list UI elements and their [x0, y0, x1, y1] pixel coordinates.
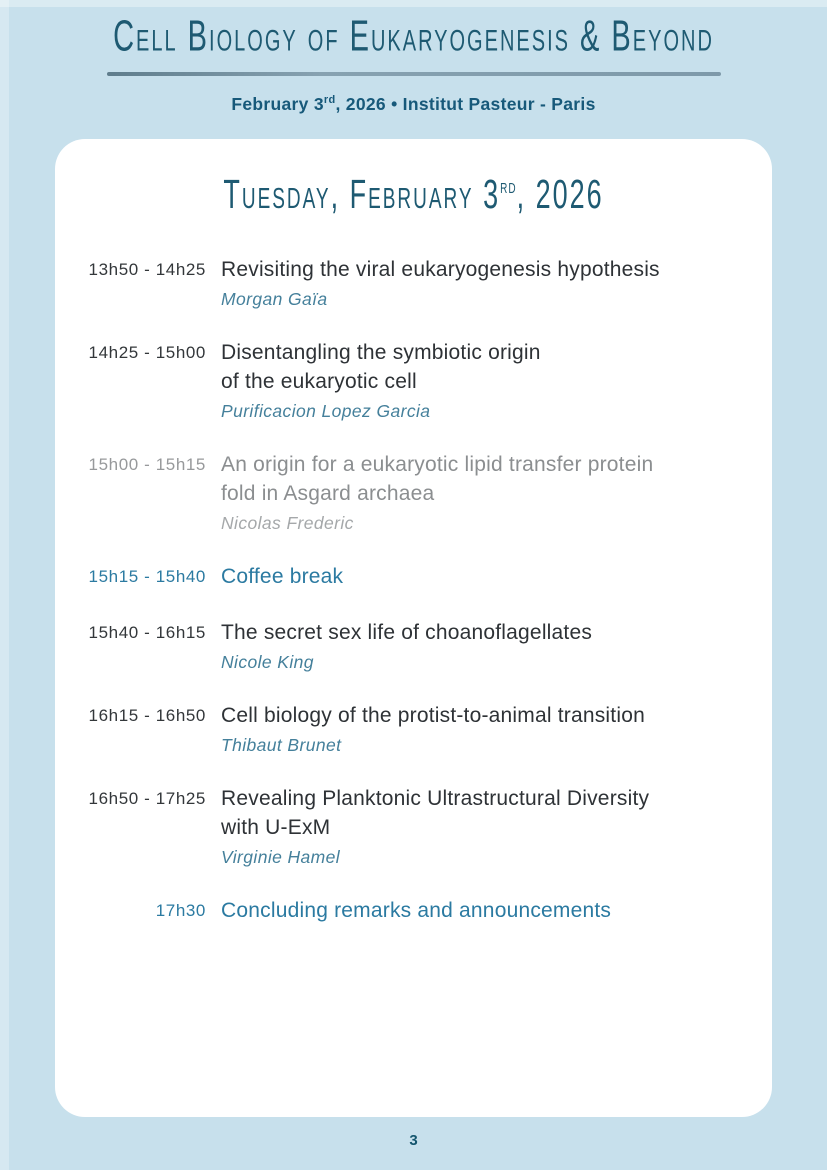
session-title-line: Concluding remarks and announcements — [221, 898, 612, 922]
session-title-line: Cell biology of the protist-to-animal transition — [221, 703, 645, 727]
session-title-line: Disentangling the symbiotic origin — [221, 340, 541, 364]
session-title-line: Revisiting the viral eukaryogenesis hypothesis — [221, 257, 660, 281]
schedule-card — [55, 139, 772, 1117]
session-title-line: An origin for a eukaryotic lipid transfer protein — [221, 452, 654, 476]
day-title — [223, 146, 603, 235]
session-speaker: Morgan Gaïa — [221, 288, 328, 309]
session-row — [78, 338, 749, 423]
session-time: 16h50 - 17h25 — [88, 788, 206, 808]
concluding-remarks-row — [78, 896, 749, 925]
session-title-line: The secret sex life of choanoflagellates — [221, 620, 593, 644]
session-time: 16h15 - 16h50 — [88, 705, 206, 725]
session-title-line: Revealing Planktonic Ultrastructural Diversity — [221, 786, 650, 810]
session-title-line: fold in Asgard archaea — [221, 481, 435, 505]
session-time: 14h25 - 15h00 — [88, 342, 206, 362]
session-speaker: Thibaut Brunet — [221, 734, 342, 755]
session-row — [78, 784, 749, 869]
session-title — [221, 338, 749, 396]
session-info — [221, 450, 749, 535]
session-speaker: Nicolas Frederic — [221, 512, 354, 533]
session-speaker: Virginie Hamel — [221, 846, 341, 867]
event-date-ordinal: rd — [323, 94, 336, 106]
session-speaker: Nicole King — [221, 651, 314, 672]
conference-title-wrap — [0, 10, 827, 64]
coffee-break-row — [78, 562, 749, 591]
session-info — [221, 338, 749, 423]
session-info — [221, 701, 749, 757]
day-title-pre: Tuesday, February 3 — [223, 171, 501, 217]
session-title-line: with U-ExM — [221, 815, 331, 839]
session-title — [221, 255, 749, 284]
session-speaker: Purificacion Lopez Garcia — [221, 400, 431, 421]
session-info — [221, 784, 749, 869]
session-info — [221, 255, 749, 311]
session-time: 15h00 - 15h15 — [88, 454, 206, 474]
session-row — [78, 255, 749, 311]
session-row — [78, 618, 749, 674]
session-row-cancelled — [78, 450, 749, 535]
session-title — [221, 896, 749, 925]
session-title-line: of the eukaryotic cell — [221, 369, 417, 393]
page-number: 3 — [409, 1131, 418, 1149]
session-title — [221, 450, 749, 508]
conference-title — [113, 0, 714, 78]
page-edge-left — [0, 0, 9, 1170]
page-header — [0, 0, 827, 115]
session-row — [78, 701, 749, 757]
session-title — [221, 784, 749, 842]
event-date-location — [0, 89, 827, 115]
conference-title-text: Cell Biology of Eukaryogenesis & Beyond — [113, 13, 714, 61]
event-date-post: , 2026 • Institut Pasteur - Paris — [335, 93, 596, 114]
session-title — [221, 701, 749, 730]
session-info — [221, 562, 749, 591]
day-title-post: , 2026 — [516, 171, 604, 217]
session-title-line: Coffee break — [221, 564, 344, 588]
session-time: 17h30 — [155, 900, 206, 920]
session-info — [221, 618, 749, 674]
session-title — [221, 562, 749, 591]
page-footer — [0, 1132, 827, 1149]
session-time: 15h40 - 16h15 — [88, 622, 206, 642]
session-info — [221, 896, 749, 925]
event-date-pre: February 3 — [231, 93, 324, 114]
session-title — [221, 618, 749, 647]
session-time: 15h15 - 15h40 — [88, 566, 206, 586]
schedule-rows — [78, 255, 749, 925]
day-title-ordinal: rd — [500, 174, 517, 199]
day-title-wrap — [78, 161, 749, 215]
session-time: 13h50 - 14h25 — [88, 259, 206, 279]
